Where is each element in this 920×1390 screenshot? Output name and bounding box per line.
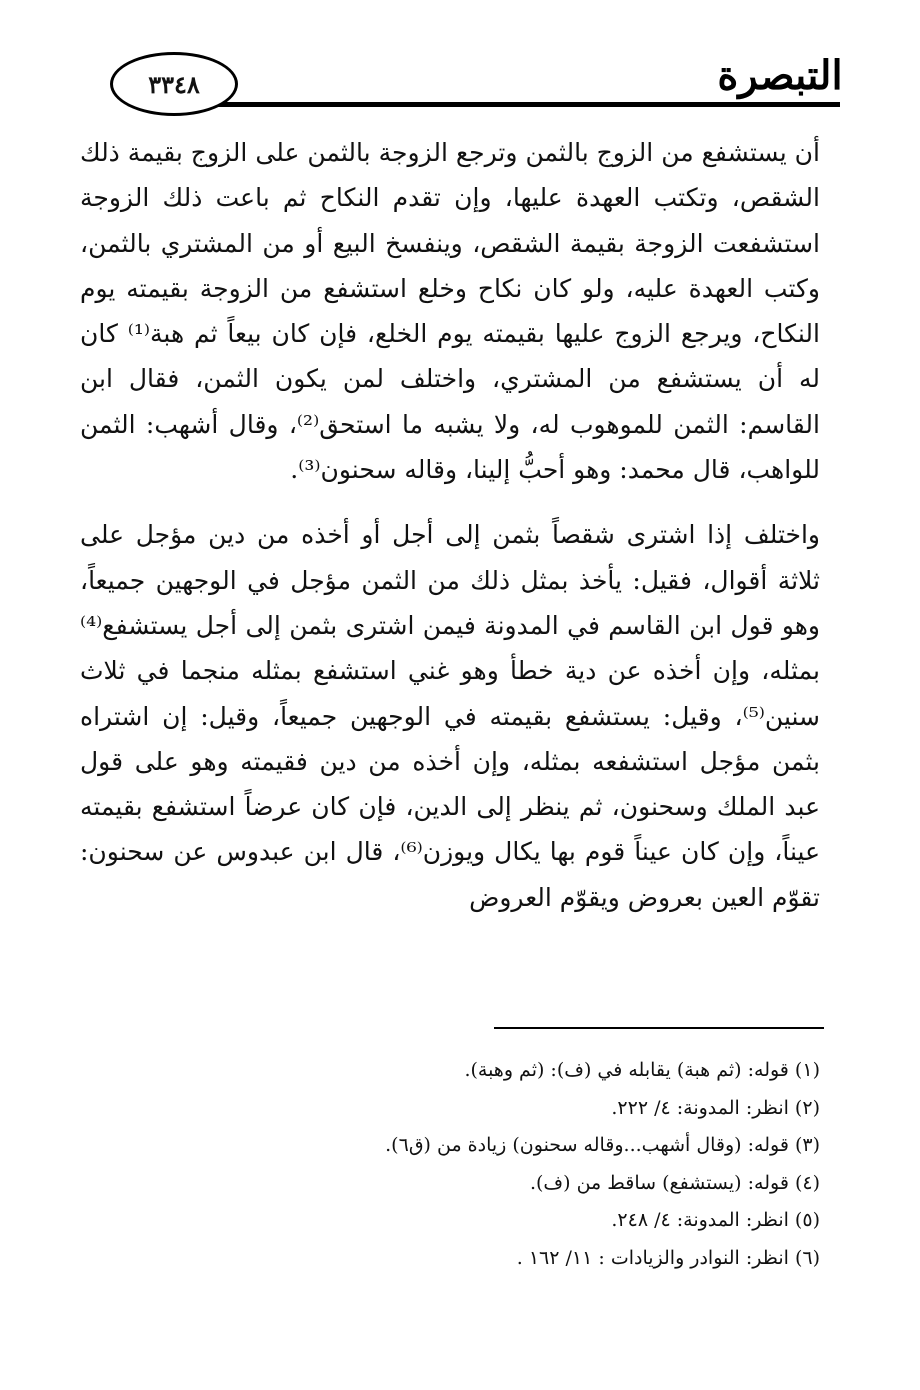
footnote-3: (٣) قوله: (وقال أشهب...وقاله سحنون) زيادة من (ق٦).: [385, 1134, 820, 1157]
book-title: التبصرة: [717, 51, 843, 99]
page-number-badge: [110, 52, 238, 116]
page-header: [80, 40, 843, 120]
footnotes: [80, 1052, 820, 1278]
footnote-2: (٢) انظر: المدونة: ٤/ ٢٢٢.: [611, 1096, 820, 1119]
running-title: [717, 40, 843, 110]
footnote-5: (٥) انظر: المدونة: ٤/ ٢٤٨.: [611, 1209, 820, 1232]
footnote-6: (٦) انظر: النوادر والزيادات : ١١/ ١٦٢ .: [516, 1246, 820, 1269]
footnote-4: (٤) قوله: (يستشفع) ساقط من (ف).: [529, 1171, 820, 1194]
footnote-1: (١) قوله: (ثم هبة) يقابله في (ف): (ثم وهبة).: [464, 1059, 820, 1081]
page-number: ٣٣٤٨: [148, 69, 200, 99]
main-text: [80, 130, 820, 920]
header-rule: [180, 102, 840, 107]
paragraph-1: أن يستشفع من الزوج بالثمن وترجع الزوجة بالثمن على الزوج بقيمة ذلك الشقص، وتكتب العهدة عليها، وإن تقدم النكاح ثم باعت ذلك الزوجة استشفعت الزوجة بقيمة الشقص، وينفسخ البيع أو من المشتري بالثمن، وكتب العهدة عليه، ولو كان نكاح وخلع استشفع من الزوجة بقيمته يوم النكاح، ويرجع الزوج عليها بقيمته يوم الخلع، فإن كان بيعاً ثم هبة⁽¹⁾ كان له أن يستشفع من المشتري، واختلف لمن يكون الثمن، فقال ابن القاسم: الثمن للموهوب له، ولا يشبه ما استحق⁽²⁾، وقال أشهب: الثمن للواهب، قال محمد: وهو أحبُّ إلينا، وقاله سحنون⁽³⁾.: [80, 138, 820, 485]
paragraph-2: واختلف إذا اشترى شقصاً بثمن إلى أجل أو أخذه من دين مؤجل على ثلاثة أقوال، فقيل: يأخذ بمثل ذلك من الثمن مؤجل في الوجهين جميعاً، وهو قول ابن القاسم في المدونة فيمن اشترى بثمن إلى أجل يستشفع⁽⁴⁾ بمثله، وإن أخذه عن دية خطأ وهو غني استشفع بمثله منجما في ثلاث سنين⁽⁵⁾، وقيل: يستشفع بقيمته في الوجهين جميعاً، وقيل: إن اشتراه بثمن مؤجل استشفعه بمثله، وإن أخذه من دين فقيمته وهو على قول عبد الملك وسحنون، ثم ينظر إلى الدين، فإن كان عرضاً استشفع بقيمته عيناً، وإن كان عيناً قوم بها يكال ويوزن⁽⁶⁾، قال ابن عبدوس عن سحنون: تقوّم العين بعروض ويقوّم العروض: [80, 520, 820, 912]
footnote-separator: [494, 1027, 824, 1029]
